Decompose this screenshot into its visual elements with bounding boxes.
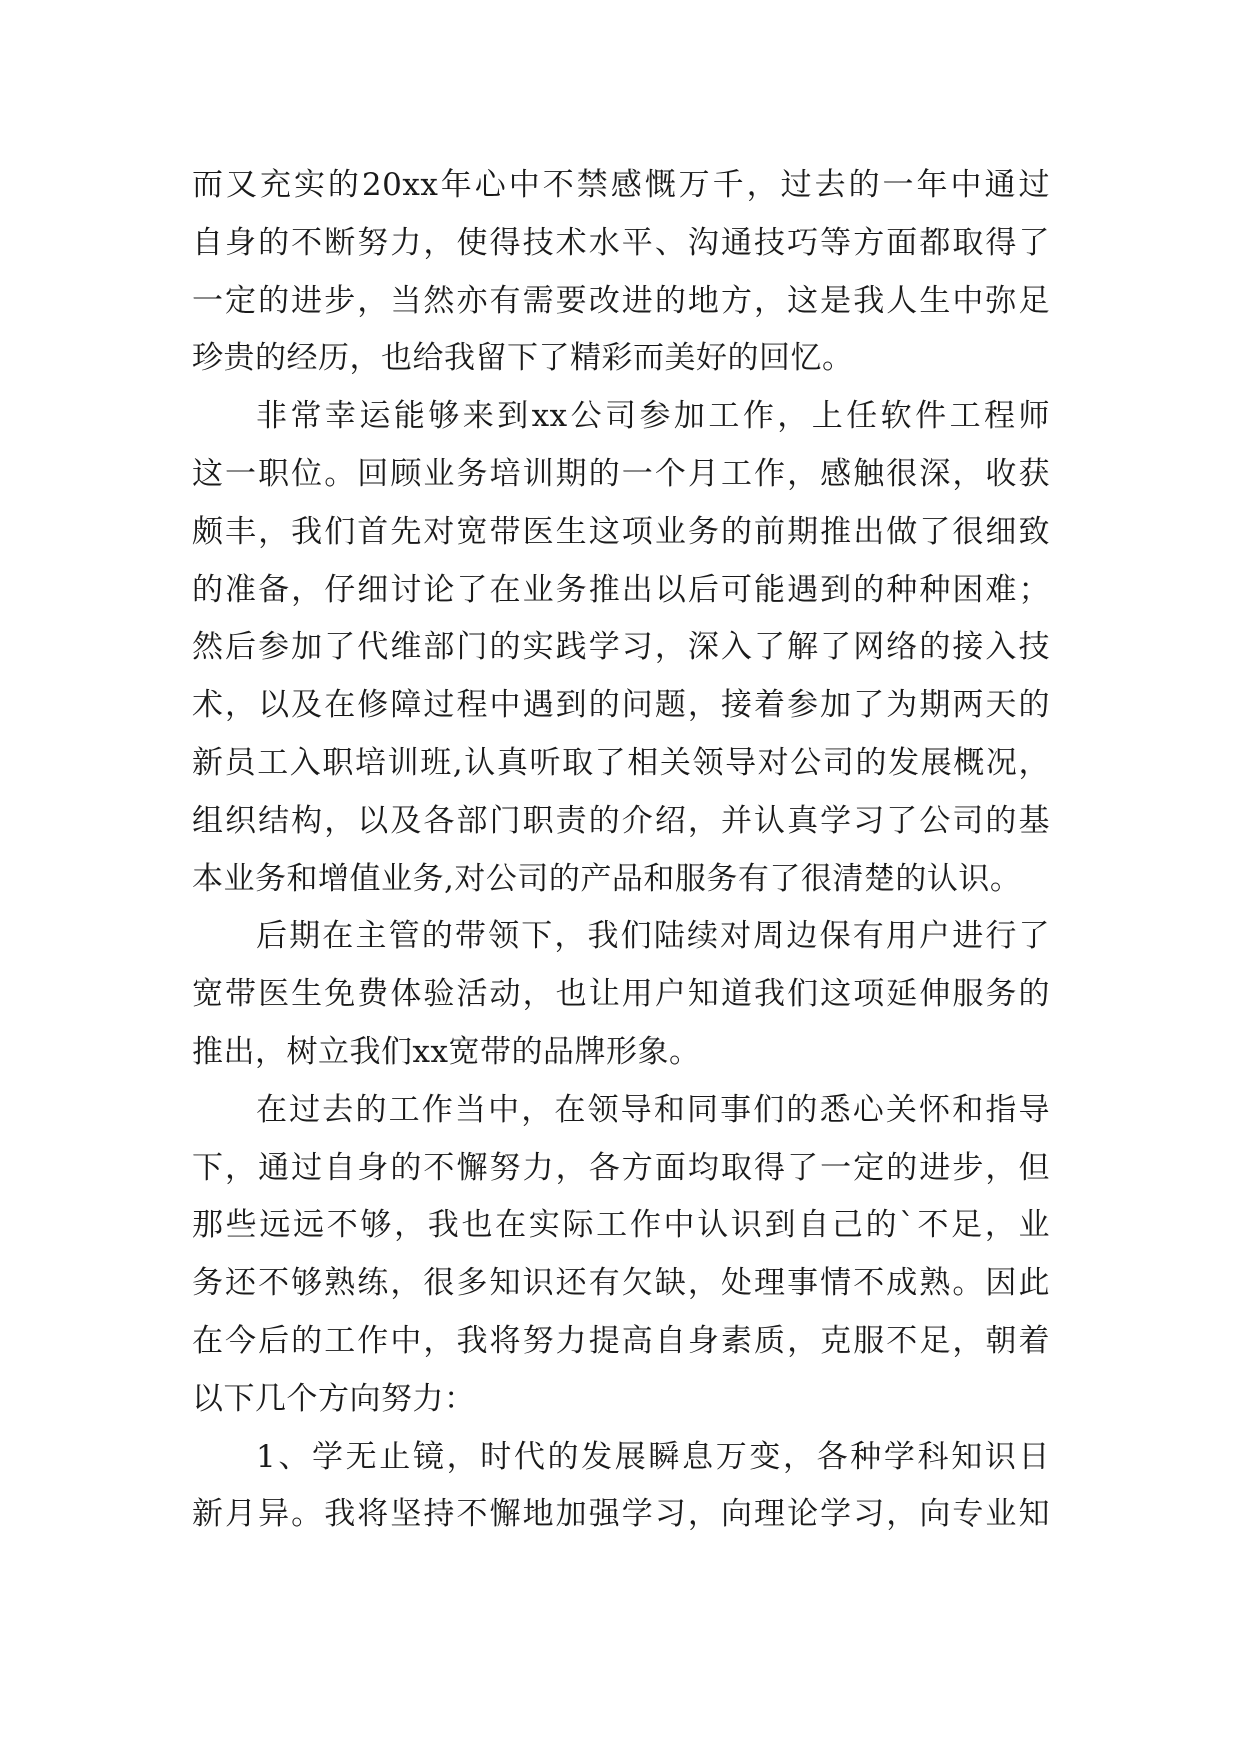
text-line: 那些远远不够，我也在实际工作中认识到自己的`不足，业 [192, 1207, 1050, 1244]
text-line: 颇丰，我们首先对宽带医生这项业务的前期推出做了很细致 [192, 513, 1050, 550]
text-line: 宽带医生免费体验活动，也让用户知道我们这项延伸服务的 [192, 976, 1050, 1013]
text-line: 在今后的工作中，我将努力提高自身素质，克服不足，朝着 [192, 1322, 1050, 1359]
text-line: 后期在主管的带领下，我们陆续对周边保有用户进行了 [256, 918, 1050, 955]
text-line: 而又充实的20xx年心中不禁感慨万千，过去的一年中通过 [192, 167, 1050, 203]
text-line: 珍贵的经历，也给我留下了精彩而美好的回忆。 [192, 340, 854, 377]
text-line: 在过去的工作当中，在领导和同事们的悉心关怀和指导 [256, 1091, 1050, 1128]
text-line: 非常幸运能够来到xx公司参加工作，上任软件工程师 [256, 398, 1050, 435]
text-line: 的准备，仔细讨论了在业务推出以后可能遇到的种种困难； [192, 571, 1050, 608]
text-line: 自身的不断努力，使得技术水平、沟通技巧等方面都取得了 [192, 224, 1050, 261]
text-line: 一定的进步，当然亦有需要改进的地方，这是我人生中弥足 [192, 282, 1050, 319]
text-line: 然后参加了代维部门的实践学习，深入了解了网络的接入技 [192, 629, 1050, 666]
text-line: 以下几个方向努力： [192, 1380, 476, 1417]
text-line: 术，以及在修障过程中遇到的问题，接着参加了为期两天的 [192, 687, 1050, 724]
text-line: 新员工入职培训班,认真听取了相关领导对公司的发展概况， [192, 744, 1050, 781]
text-line: 务还不够熟练，很多知识还有欠缺，处理事情不成熟。因此 [192, 1265, 1050, 1302]
text-line: 组织结构，以及各部门职责的介绍，并认真学习了公司的基 [192, 802, 1050, 839]
text-line: 这一职位。回顾业务培训期的一个月工作，感触很深，收获 [192, 455, 1050, 492]
text-line: 下，通过自身的不懈努力，各方面均取得了一定的进步，但 [192, 1149, 1050, 1186]
text-line: 本业务和增值业务,对公司的产品和服务有了很清楚的认识。 [192, 860, 1022, 897]
text-line: 1、学无止镜，时代的发展瞬息万变，各种学科知识日 [256, 1438, 1050, 1475]
text-line: 新月异。我将坚持不懈地加强学习，向理论学习，向专业知 [192, 1496, 1050, 1533]
text-line: 推出，树立我们xx宽带的品牌形象。 [192, 1033, 701, 1070]
document-body [192, 157, 1050, 1544]
